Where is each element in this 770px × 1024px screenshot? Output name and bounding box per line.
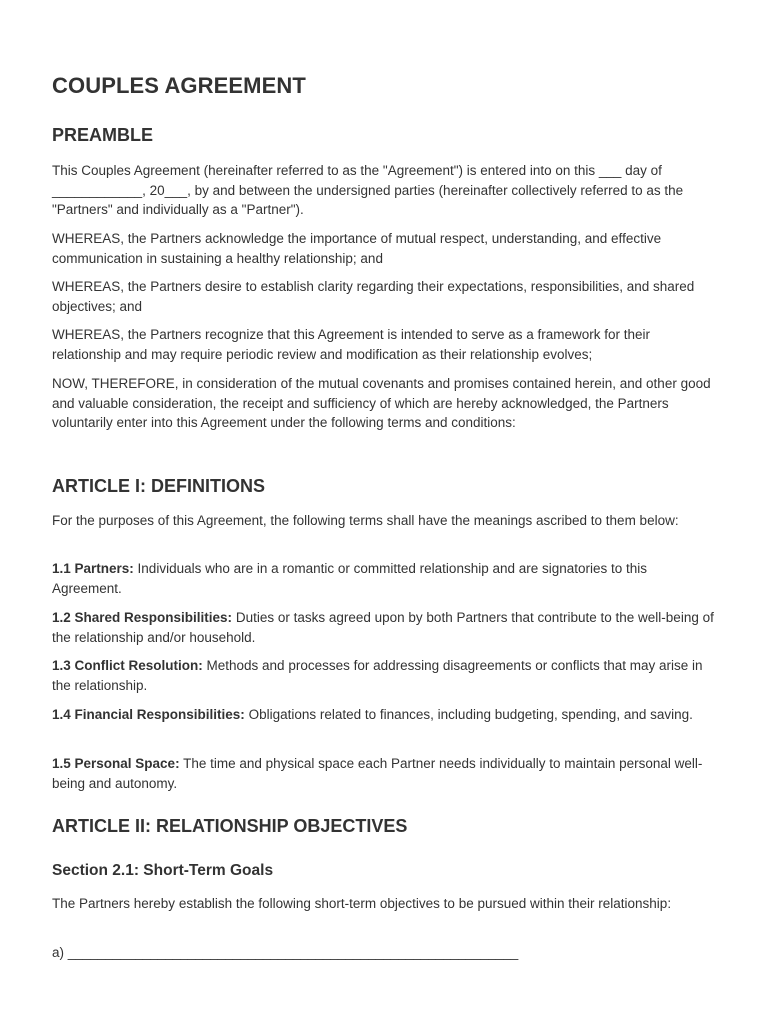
definition-1-1 — [52, 559, 718, 598]
document-title: COUPLES AGREEMENT — [52, 73, 306, 98]
definition-1-2 — [52, 608, 718, 647]
section-2-1-heading: Section 2.1: Short-Term Goals — [52, 862, 274, 879]
definition-1-5 — [52, 754, 718, 793]
article-2-heading: ARTICLE II: RELATIONSHIP OBJECTIVES — [52, 816, 408, 836]
definition-text: Individuals who are in a romantic or committed relationship and are signatories to this Agreement. — [52, 561, 648, 596]
goal-item-a-blank: a) ____________________________________________________________ — [52, 945, 519, 960]
definition-term: 1.3 Conflict Resolution: — [52, 658, 203, 673]
preamble-paragraph-2: WHEREAS, the Partners acknowledge the importance of mutual respect, understanding, and effective communication in sustaining a healthy relationship; and — [52, 231, 662, 266]
preamble-paragraph-4: WHEREAS, the Partners recognize that this Agreement is intended to serve as a framework for their relationship and may require periodic review and modification as their relationship evolves; — [52, 327, 651, 362]
definition-1-3 — [52, 656, 718, 695]
definition-term: 1.1 Partners: — [52, 561, 134, 576]
definition-term: 1.5 Personal Space: — [52, 756, 180, 771]
definition-text: Obligations related to finances, including budgeting, spending, and saving. — [244, 707, 693, 722]
definition-1-4 — [52, 705, 718, 725]
preamble-paragraph-5: NOW, THEREFORE, in consideration of the mutual covenants and promises contained herein, and other good and valuable consideration, the receipt and sufficiency of which are hereby acknowledged, the Partners voluntarily enter into this Agreement under the following terms and conditions: — [52, 376, 711, 430]
preamble-heading: PREAMBLE — [52, 125, 154, 145]
preamble-paragraph-1: This Couples Agreement (hereinafter referred to as the "Agreement") is entered into on this ___ day of ____________, 20___, by and between the undersigned parties (hereinafter collectively referred to as the "Partners" and individually as a "Partner"). — [52, 163, 684, 217]
preamble-paragraph-3: WHEREAS, the Partners desire to establish clarity regarding their expectations, responsibilities, and shared objectives; and — [52, 279, 695, 314]
article-1-heading: ARTICLE I: DEFINITIONS — [52, 476, 265, 496]
definition-term: 1.4 Financial Responsibilities: — [52, 707, 245, 722]
definition-text: Methods and processes for addressing disagreements or conflicts that may arise in the relationship. — [52, 658, 703, 693]
definition-term: 1.2 Shared Responsibilities: — [52, 610, 233, 625]
definition-text: Duties or tasks agreed upon by both Partners that contribute to the well-being of the relationship and/or household. — [52, 610, 714, 645]
article-1-intro: For the purposes of this Agreement, the following terms shall have the meanings ascribed to them below: — [52, 513, 679, 528]
section-2-1-intro: The Partners hereby establish the following short-term objectives to be pursued within their relationship: — [52, 896, 672, 911]
definition-text: The time and physical space each Partner needs individually to maintain personal well-being and autonomy. — [52, 756, 703, 791]
